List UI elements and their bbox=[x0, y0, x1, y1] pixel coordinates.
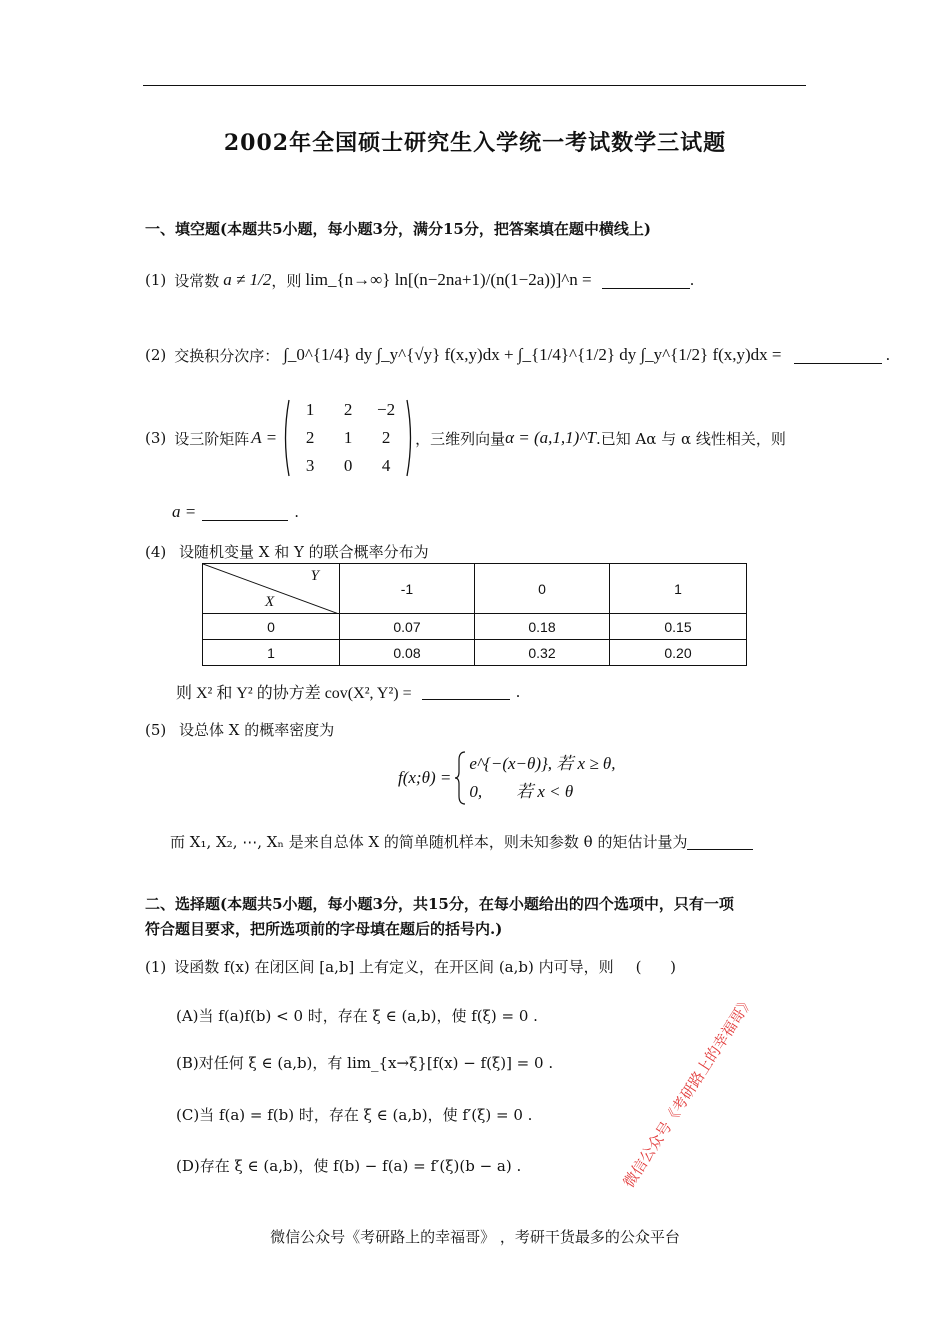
question-1-5 bbox=[145, 719, 334, 740]
q3-vec: α = (a,1,1)^T bbox=[505, 428, 596, 447]
q5-case2: 0, 若 x < θ bbox=[469, 782, 574, 801]
question-2-1 bbox=[145, 956, 676, 977]
page-footer: 微信公众号《考研路上的幸福哥》 ，考研干货最多的公众平台 bbox=[270, 1228, 680, 1246]
question-1-4 bbox=[145, 541, 429, 562]
table-row: 1 0.08 0.32 0.20 bbox=[203, 640, 747, 666]
matrix-left-paren bbox=[281, 398, 291, 478]
q5-answer-blank[interactable] bbox=[687, 833, 753, 850]
q2-answer-blank[interactable] bbox=[794, 347, 882, 364]
q3-mid: ，三维列向量 bbox=[415, 429, 506, 448]
option-d[interactable]: (D)存在 ξ ∈ (a,b)，使 f(b) − f(a) = f′(ξ)(b − a) . bbox=[176, 1157, 522, 1175]
q1-expr: lim_{n→∞} ln[(n−2na+1)/(n(1−2a))]^n = bbox=[305, 270, 592, 289]
q5-density-formula bbox=[398, 750, 616, 806]
q3-pre: 设三阶矩阵 bbox=[174, 429, 250, 448]
q3-post: .已知 Aα 与 α 线性相关，则 bbox=[595, 429, 786, 448]
q3-answer-label: a = bbox=[172, 502, 197, 521]
q5-lhs: f(x;θ) = bbox=[398, 768, 452, 787]
q1-num: (1) bbox=[145, 271, 167, 289]
q4-pre: 设随机变量 X 和 Y 的联合概率分布为 bbox=[179, 543, 429, 561]
q2-expr: ∫_0^{1/4} dy ∫_y^{√y} f(x,y)dx + ∫_{1/4}^{1/2} dy ∫_y^{1/2} f(x,y)dx = bbox=[283, 345, 782, 364]
q3-answer-blank[interactable] bbox=[202, 504, 288, 521]
column-header: 0 bbox=[475, 564, 610, 614]
q5-case1: e^{−(x−θ)}, 若 x ≥ θ, bbox=[469, 754, 616, 773]
header-x: X bbox=[265, 594, 275, 610]
option-b[interactable]: (B)对任何 ξ ∈ (a,b)，有 lim_{x→ξ}[f(x) − f(ξ)] = 0 . bbox=[176, 1054, 554, 1072]
section2-heading-1: 二、选择题(本题共5小题，每小题3分，共15分，在每小题给出的四个选项中，只有一项 bbox=[145, 895, 734, 913]
table-row: 0 0.07 0.18 0.15 bbox=[203, 614, 747, 640]
column-header: 1 bbox=[610, 564, 747, 614]
page-title: 2002年全国硕士研究生入学统一考试数学三试题 bbox=[223, 130, 727, 156]
answer-paren[interactable]: ( ) bbox=[635, 957, 676, 976]
option-a[interactable]: (A)当 f(a)f(b) < 0 时，存在 ξ ∈ (a,b)，使 f(ξ) = 0 . bbox=[176, 1007, 538, 1025]
q1-cond: a ≠ 1/2 bbox=[223, 270, 272, 289]
s2q1-num: (1) bbox=[145, 957, 167, 976]
q4-post-line: 则 X² 和 Y² 的协方差 cov(X², Y²) = . bbox=[176, 680, 520, 703]
q4-num: (4) bbox=[145, 543, 167, 561]
section2-heading-2: 符合题目要求，把所选项前的字母填在题后的括号内.) bbox=[145, 920, 503, 938]
header-y: Y bbox=[310, 568, 319, 584]
q3-answer-line: a = . bbox=[172, 502, 300, 521]
matrix-body: 1 2 −2 2 1 2 3 0 4 bbox=[305, 400, 396, 475]
q1-pre: 设常数 bbox=[174, 271, 220, 290]
table-corner-cell bbox=[203, 564, 340, 614]
q4-answer-blank[interactable] bbox=[422, 683, 510, 700]
q2-num: (2) bbox=[145, 346, 167, 364]
q4-post: 则 X² 和 Y² 的协方差 cov(X², Y²) = bbox=[176, 685, 412, 702]
q5-post-line bbox=[170, 831, 753, 852]
q2-pre: 交换积分次序： bbox=[174, 346, 280, 365]
s2q1-stem: 设函数 f(x) 在闭区间 [a,b] 上有定义，在开区间 (a,b) 内可导，则 bbox=[174, 958, 614, 976]
watermark: 微信公众号《考研路上的幸福哥》 bbox=[619, 992, 758, 1191]
question-1-3: (3) 设三阶矩阵 A = 1 2 −2 2 1 2 3 0 4 ，三维列向量 α = (a,1,1)^T .已知 Aα 与 α 线性相关，则 bbox=[145, 398, 786, 478]
q3-num: (3) bbox=[145, 429, 167, 447]
q1-answer-blank[interactable] bbox=[602, 272, 690, 289]
q5-pre: 设总体 X 的概率密度为 bbox=[179, 721, 335, 739]
matrix-right-paren bbox=[405, 398, 415, 478]
section1-heading: 一、填空题(本题共5小题，每小题3分，满分15分，把答案填在题中横线上) bbox=[145, 220, 651, 238]
question-1-2: (2) 交换积分次序： ∫_0^{1/4} dy ∫_y^{√y} f(x,y)dx + ∫_{1/4}^{1/2} dy ∫_y^{1/2} f(x,y)dx = . bbox=[145, 345, 891, 365]
q3-matrix bbox=[281, 396, 415, 480]
column-header: -1 bbox=[340, 564, 475, 614]
left-brace bbox=[453, 750, 467, 806]
q5-post: 而 X₁, X₂, ⋯, Xₙ 是来自总体 X 的简单随机样本，则未知参数 θ 的矩估计量为 bbox=[170, 833, 688, 851]
top-rule bbox=[143, 85, 806, 86]
option-c[interactable]: (C)当 f(a) = f(b) 时，存在 ξ ∈ (a,b)，使 f′(ξ) = 0 . bbox=[176, 1106, 533, 1124]
q5-num: (5) bbox=[145, 721, 167, 739]
joint-distribution-table bbox=[202, 563, 747, 666]
question-1-1: (1) 设常数 a ≠ 1/2 ，则 lim_{n→∞} ln[(n−2na+1)/(n(1−2a))]^n = . bbox=[145, 270, 695, 290]
q1-mid: ，则 bbox=[271, 271, 302, 290]
